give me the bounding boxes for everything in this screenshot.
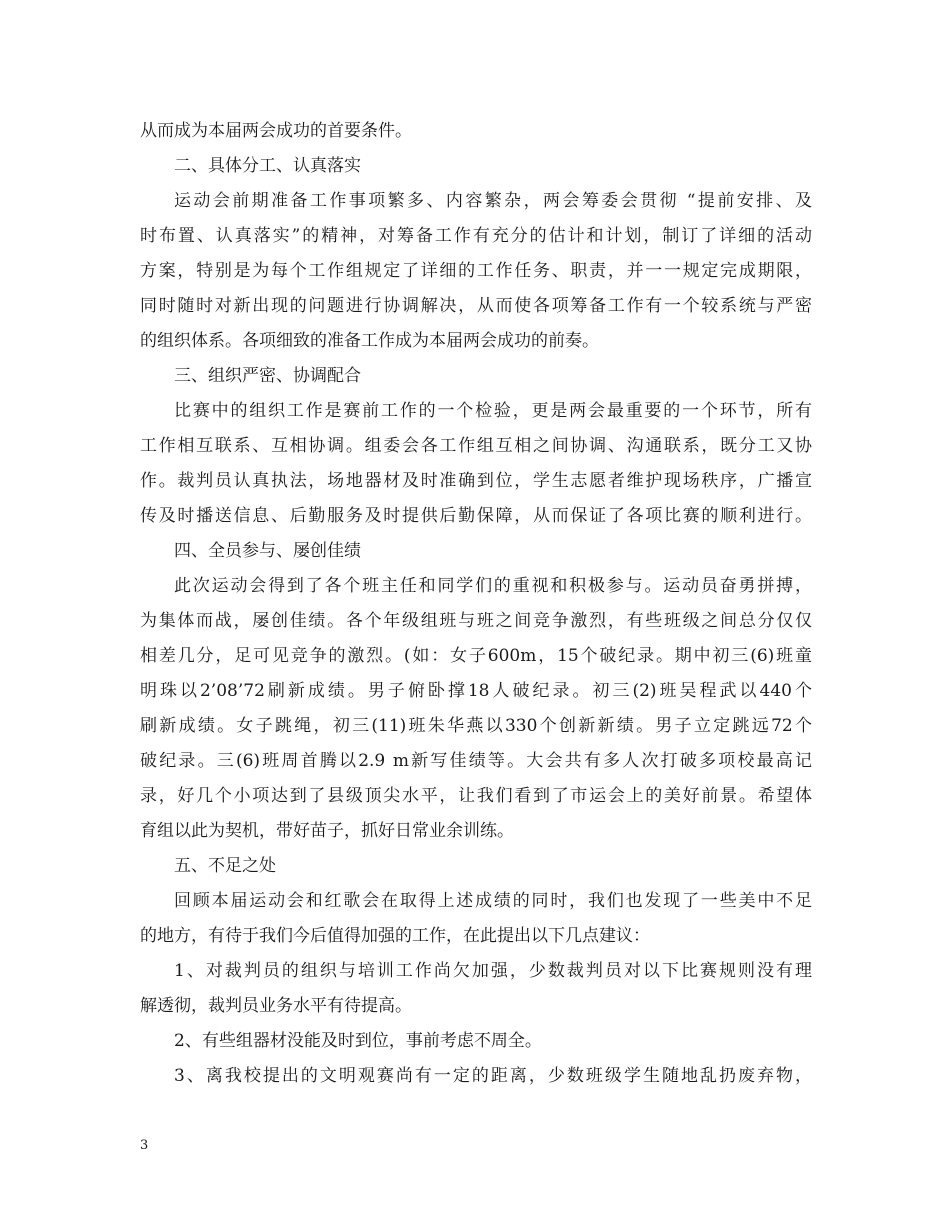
text-line: 二、具体分工、认真落实 [174,156,361,176]
text-line: 回顾本届运动会和红歌会在取得上述成绩的同时，我们也发现了一些美中不足 [174,891,812,911]
text-line: 此次运动会得到了各个班主任和同学们的重视和积极参与。运动员奋勇拼搏， [174,576,812,596]
text-line: 同时随时对新出现的问题进行协调解决，从而使各项筹备工作有一个较系统与严密 [140,296,812,316]
text-line: 2、有些组器材没能及时到位，事前考虑不周全。 [174,1031,542,1051]
text-line: 解透彻，裁判员业务水平有待提高。 [140,996,412,1016]
text-line: 比赛中的组织工作是赛前工作的一个检验，更是两会最重要的一个环节，所有 [174,401,812,421]
text-line: 四、全员参与、屡创佳绩 [174,541,361,561]
text-line: 的组织体系。各项细致的准备工作成为本届两会成功的前奏。 [140,331,599,351]
text-line: 时布置、认真落实”的精神，对筹备工作有充分的估计和计划，制订了详细的活动 [140,226,812,246]
text-line: 三、组织严密、协调配合 [174,366,361,386]
text-line: 作。裁判员认真执法，场地器材及时准确到位，学生志愿者维护现场秩序，广播宣 [140,471,812,491]
text-line: 1、对裁判员的组织与培训工作尚欠加强，少数裁判员对以下比赛规则没有理 [174,961,812,981]
text-line: 从而成为本届两会成功的首要条件。 [140,121,412,141]
text-line: 的地方，有待于我们今后值得加强的工作，在此提出以下几点建议： [140,926,650,946]
document-body [140,114,812,1094]
text-line: 3、离我校提出的文明观赛尚有一定的距离，少数班级学生随地乱扔废弃物， [174,1066,812,1086]
text-line: 传及时播送信息、后勤服务及时提供后勤保障，从而保证了各项比赛的顺利进行。 [140,506,812,526]
text-line: 刷新成绩。女子跳绳，初三(11)班朱华燕以330个创新新绩。男子立定跳远72个 [140,716,812,736]
text-line: 五、不足之处 [174,856,276,876]
text-line: 运动会前期准备工作事项繁多、内容繁杂，两会筹委会贯彻 “提前安排、及 [174,191,812,211]
text-line: 育组以此为契机，带好苗子，抓好日常业余训练。 [140,821,514,841]
text-line: 方案，特别是为每个工作组规定了详细的工作任务、职责，并一一规定完成期限， [140,261,812,281]
text-line: 为集体而战，屡创佳绩。各个年级组班与班之间竞争激烈，有些班级之间总分仅仅 [140,611,812,631]
page-number: 3 [140,1138,149,1153]
text-line: 相差几分，足可见竞争的激烈。(如：女子600m，15个破纪录。期中初三(6)班童 [140,646,812,666]
text-line: 录，好几个小项达到了县级顶尖水平，让我们看到了市运会上的美好前景。希望体 [140,786,812,806]
text-line: 破纪录。三(6)班周首腾以2.9 m新写佳绩等。大会共有多人次打破多项校最高记 [140,751,812,771]
text-line: 明珠以2’08’72刷新成绩。男子俯卧撑18人破纪录。初三(2)班吴程武以440个 [140,681,812,701]
text-line: 工作相互联系、互相协调。组委会各工作组互相之间协调、沟通联系，既分工又协 [140,436,812,456]
